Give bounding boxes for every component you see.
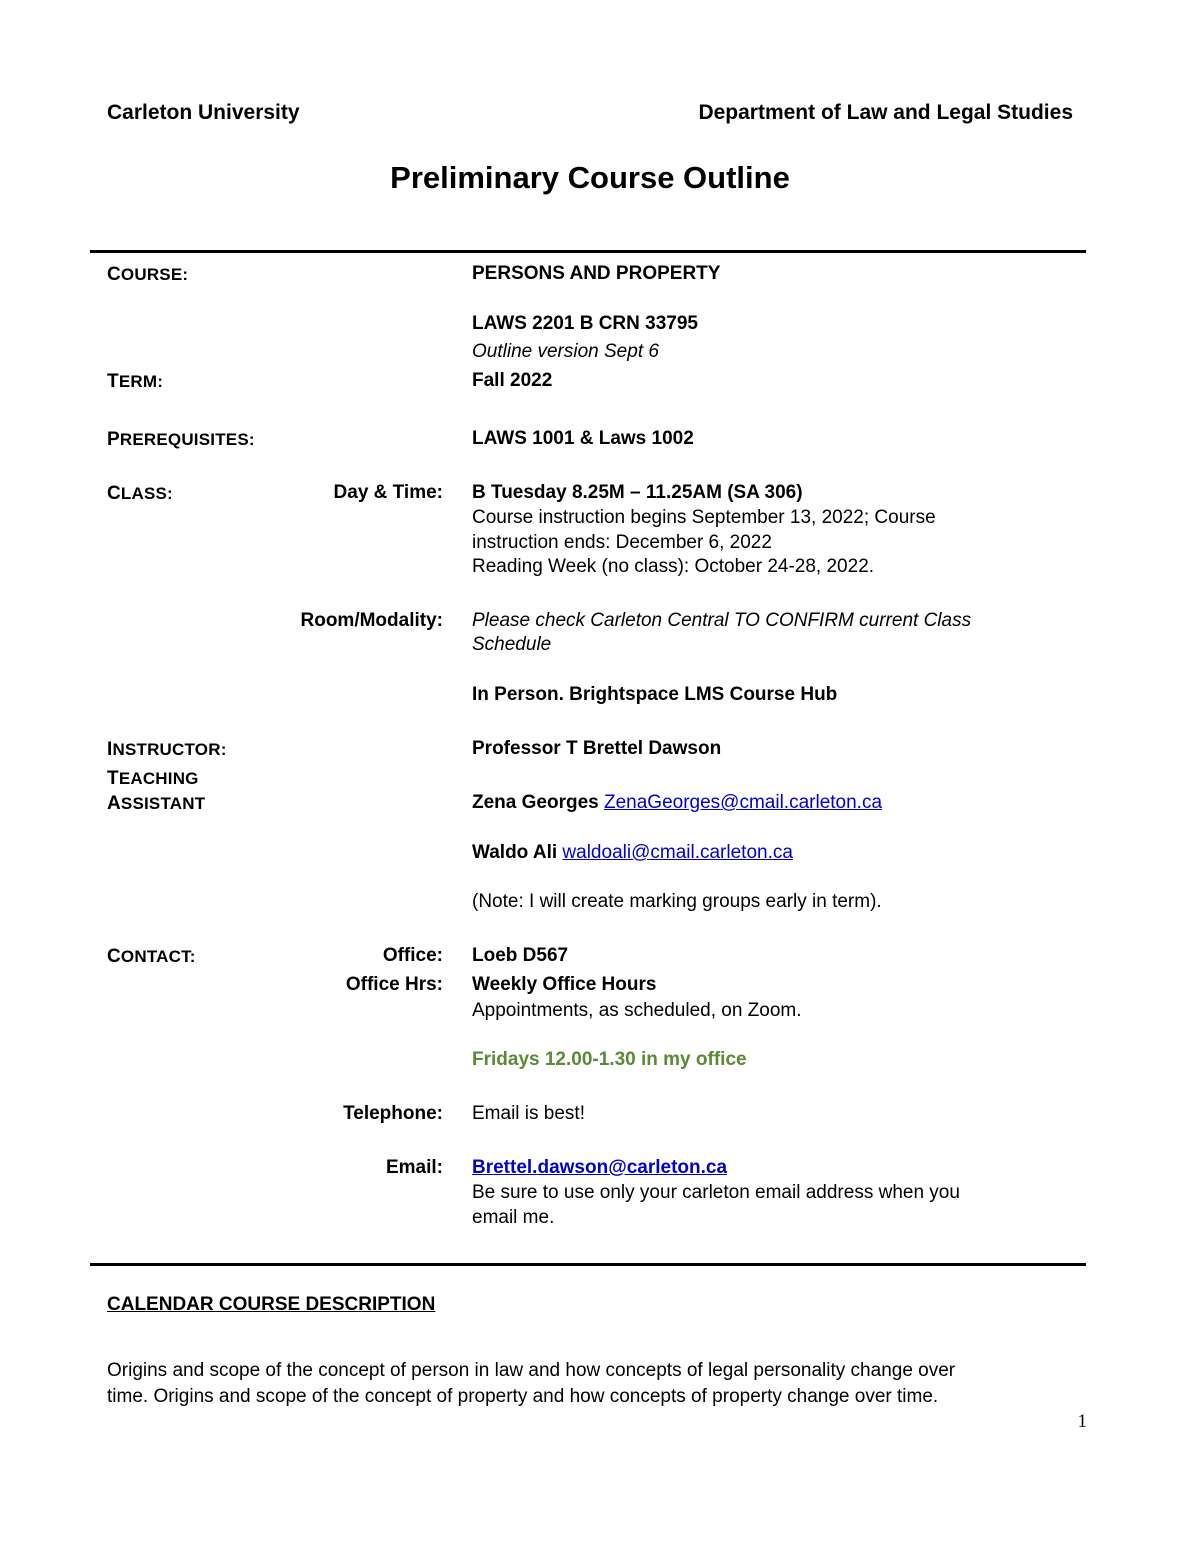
instruction-dates-line2: instruction ends: December 6, 2022 (472, 532, 772, 553)
course-code: LAWS 2201 B CRN 33795 (472, 313, 698, 334)
course-label: COURSE: (107, 264, 189, 285)
top-divider (90, 250, 1086, 253)
day-time-label: Day & Time: (333, 482, 443, 503)
ta-name: Waldo Ali (472, 842, 558, 863)
ta-note: (Note: I will create marking groups early in term). (472, 891, 882, 912)
room-note-line2: Schedule (472, 634, 552, 655)
university-name: Carleton University (107, 101, 300, 124)
teaching-label: TEACHING (107, 768, 199, 789)
outline-version: Outline version Sept 6 (472, 341, 659, 362)
term-value: Fall 2022 (472, 370, 553, 391)
page-number: 1 (1077, 1411, 1087, 1432)
calendar-description-heading: CALENDAR COURSE DESCRIPTION (107, 1294, 436, 1315)
room-modality-label: Room/Modality: (300, 610, 443, 631)
ta-email-link[interactable]: waldoali@cmail.carleton.ca (562, 842, 793, 863)
office-value: Loeb D567 (472, 945, 569, 966)
document-title: Preliminary Course Outline (390, 160, 790, 195)
office-hours-detail: Appointments, as scheduled, on Zoom. (472, 1000, 802, 1021)
department-name: Department of Law and Legal Studies (698, 101, 1073, 124)
bottom-divider (90, 1263, 1086, 1266)
instructor-email-link[interactable]: Brettel.dawson@carleton.ca (472, 1157, 728, 1178)
telephone-value: Email is best! (472, 1103, 585, 1124)
calendar-description-line1: Origins and scope of the concept of person in law and how concepts of legal personality change over (107, 1360, 956, 1381)
office-hours-label: Office Hrs: (345, 974, 443, 995)
reading-week: Reading Week (no class): October 24-28, 2022. (472, 556, 875, 577)
calendar-description-line2: time. Origins and scope of the concept of property and how concepts of property change over time. (107, 1386, 939, 1407)
instructor-label: INSTRUCTOR: (107, 739, 227, 760)
email-note-line2: email me. (472, 1207, 555, 1228)
contact-label: CONTACT: (107, 946, 196, 967)
ta-email-link[interactable]: ZenaGeorges@cmail.carleton.ca (604, 792, 883, 813)
ta-entry (472, 842, 793, 864)
ta-entry (472, 792, 882, 814)
day-time-value: B Tuesday 8.25M – 11.25AM (SA 306) (472, 482, 803, 503)
email-label: Email: (385, 1157, 443, 1178)
room-note-line1: Please check Carleton Central TO CONFIRM current Class (472, 610, 972, 631)
prerequisites-label: PREREQUISITES: (107, 429, 255, 450)
prerequisites-value: LAWS 1001 & Laws 1002 (472, 428, 694, 449)
class-label: CLASS: (107, 483, 173, 504)
office-label: Office: (382, 945, 443, 966)
telephone-label: Telephone: (343, 1103, 443, 1124)
office-hours-inperson: Fridays 12.00-1.30 in my office (472, 1049, 747, 1070)
assistant-label: ASSISTANT (107, 793, 206, 814)
modality-value: In Person. Brightspace LMS Course Hub (472, 684, 838, 705)
term-label: TERM: (107, 371, 164, 392)
ta-name: Zena Georges (472, 792, 599, 813)
office-hours-title: Weekly Office Hours (472, 974, 657, 995)
course-name: PERSONS AND PROPERTY (472, 263, 721, 284)
instructor-name: Professor T Brettel Dawson (472, 738, 722, 759)
instruction-dates-line1: Course instruction begins September 13, 2022; Course (472, 507, 936, 528)
email-note-line1: Be sure to use only your carleton email address when you (472, 1182, 960, 1203)
